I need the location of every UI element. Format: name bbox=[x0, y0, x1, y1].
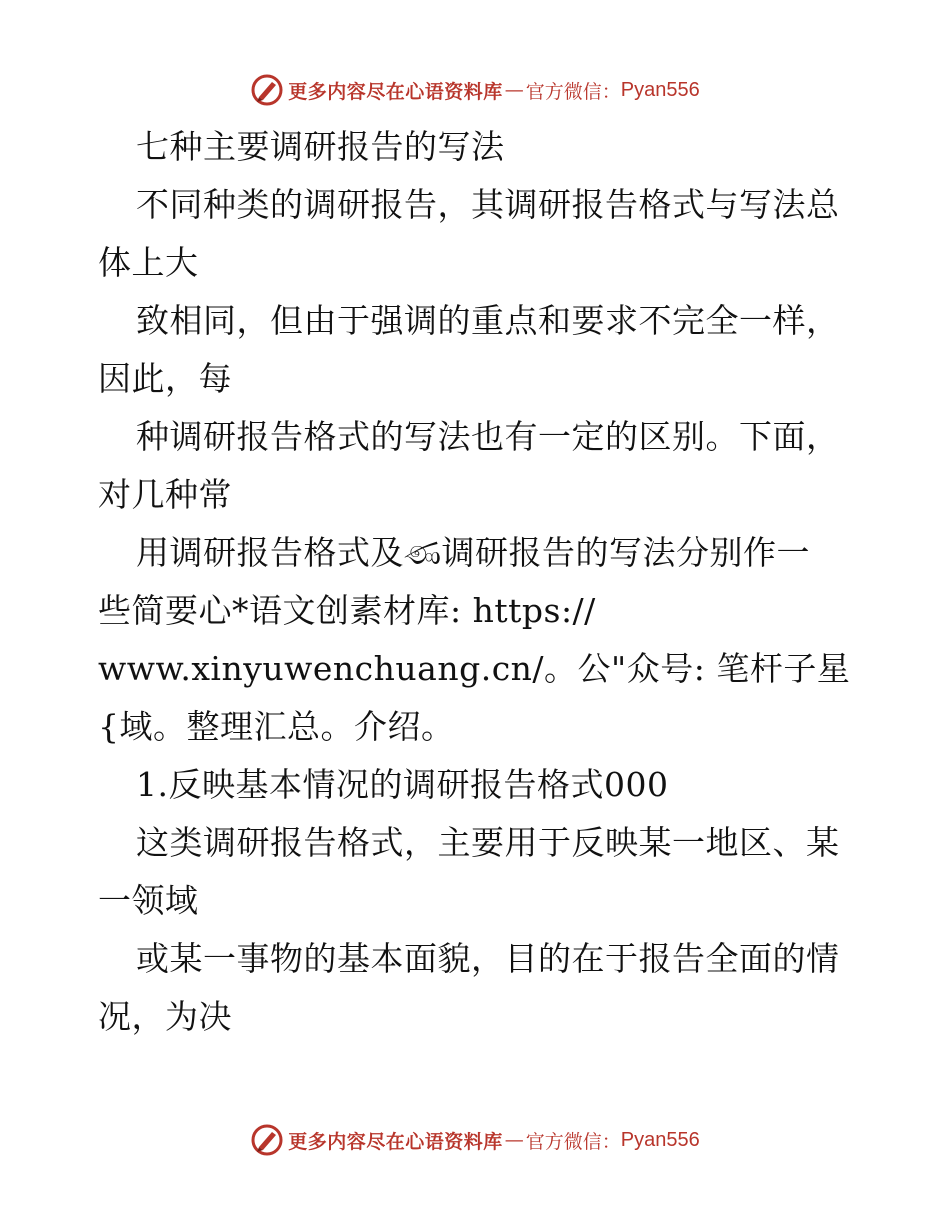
pen-logo-icon bbox=[250, 1123, 284, 1157]
doc-line: {域。整理汇总。介绍。 bbox=[98, 707, 455, 746]
doc-line: 况，为决 bbox=[98, 997, 232, 1036]
header-official-label: 官方微信： bbox=[525, 80, 621, 103]
document-body bbox=[98, 118, 858, 1046]
doc-line: 不同种类的调研报告，其调研报告格式与写法总 bbox=[136, 185, 840, 224]
doc-line: 或某一事物的基本面貌，目的在于报告全面的情 bbox=[136, 939, 840, 978]
doc-line: 些简要心*语文创素材库: https:// bbox=[98, 591, 596, 630]
doc-line: 这类调研报告格式，主要用于反映某一地区、某 bbox=[136, 823, 840, 862]
header-wechat-id: Pyan556 bbox=[620, 78, 700, 101]
doc-line: 一领域 bbox=[98, 881, 199, 920]
doc-line: 致相同，但由于强调的重点和要求不完全一样， bbox=[136, 301, 840, 340]
footer-dash: — bbox=[504, 1129, 524, 1151]
doc-line: 用调研报告格式及ණ调研报告的写法分别作一 bbox=[136, 533, 811, 572]
footer-brand: 更多内容尽在心语资料库 bbox=[288, 1130, 503, 1153]
doc-line: 对几种常 bbox=[98, 475, 232, 514]
footer-banner bbox=[0, 1120, 950, 1160]
doc-line: 因此，每 bbox=[98, 359, 232, 398]
pen-logo-icon bbox=[250, 73, 284, 107]
footer-official-label: 官方微信： bbox=[525, 1130, 621, 1153]
doc-title: 七种主要调研报告的写法 bbox=[136, 127, 505, 166]
doc-line: 体上大 bbox=[98, 243, 199, 282]
doc-line: 种调研报告格式的写法也有一定的区别。下面， bbox=[136, 417, 840, 456]
header-banner bbox=[0, 70, 950, 110]
doc-line-url: www.xinyuwenchuang.cn/。公"众号: 笔杆子星 bbox=[98, 649, 851, 688]
header-dash: — bbox=[504, 79, 524, 101]
doc-section-heading: 1.反映基本情况的调研报告格式000 bbox=[136, 765, 669, 804]
footer-wechat-id: Pyan556 bbox=[620, 1128, 700, 1151]
header-brand: 更多内容尽在心语资料库 bbox=[288, 80, 503, 103]
